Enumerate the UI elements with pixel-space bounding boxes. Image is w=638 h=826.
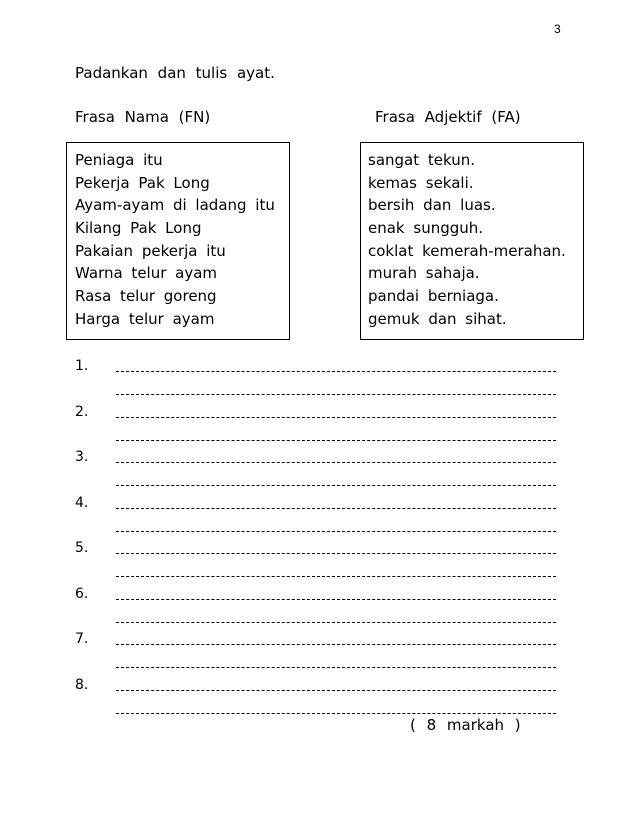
frasa-adjektif-item: sangat tekun. bbox=[368, 151, 475, 169]
answer-line[interactable] bbox=[116, 667, 556, 668]
answer-line[interactable] bbox=[116, 440, 556, 441]
answer-list bbox=[0, 354, 638, 718]
frasa-nama-item: Peniaga itu bbox=[75, 151, 163, 169]
answer-line[interactable] bbox=[116, 622, 556, 623]
answer-number: 6. bbox=[75, 585, 89, 602]
answer-line[interactable] bbox=[116, 417, 556, 418]
frasa-nama-item: Ayam-ayam di ladang itu bbox=[75, 196, 275, 215]
answer-line[interactable] bbox=[116, 644, 556, 645]
frasa-nama-item: Pekerja Pak Long bbox=[75, 173, 210, 192]
answer-item bbox=[0, 354, 638, 400]
answer-line[interactable] bbox=[116, 599, 556, 600]
frasa-adjektif-item: kemas sekali. bbox=[368, 173, 474, 192]
answer-item bbox=[0, 491, 638, 537]
answer-line[interactable] bbox=[116, 690, 556, 691]
answer-number: 7. bbox=[75, 631, 89, 647]
answer-line[interactable] bbox=[116, 508, 556, 509]
frasa-adjektif-heading: Frasa Adjektif (FA) bbox=[375, 108, 521, 126]
frasa-adjektif-item: coklat kemerah-merahan. bbox=[368, 241, 566, 260]
frasa-adjektif-item: gemuk dan sihat. bbox=[368, 309, 507, 328]
frasa-nama-item: Pakaian pekerja itu bbox=[75, 241, 226, 260]
frasa-nama-item: Warna telur ayam bbox=[75, 264, 218, 283]
answer-item bbox=[0, 627, 638, 673]
page-number: 3 bbox=[554, 22, 561, 36]
answer-item bbox=[0, 582, 638, 628]
answer-number: 3. bbox=[75, 449, 89, 465]
frasa-nama-heading: Frasa Nama (FN) bbox=[75, 108, 211, 126]
answer-item bbox=[0, 673, 638, 719]
answer-item bbox=[0, 536, 638, 582]
answer-line[interactable] bbox=[116, 713, 556, 714]
answer-number: 2. bbox=[75, 403, 89, 420]
answer-line[interactable] bbox=[116, 553, 556, 554]
frasa-adjektif-list bbox=[368, 149, 583, 331]
answer-item bbox=[0, 445, 638, 491]
frasa-adjektif-box bbox=[360, 142, 584, 340]
instruction: Padankan dan tulis ayat. bbox=[75, 64, 275, 82]
answer-line[interactable] bbox=[116, 576, 556, 577]
frasa-nama-item: Rasa telur goreng bbox=[75, 287, 217, 306]
answer-number: 5. bbox=[75, 540, 89, 556]
frasa-adjektif-item: murah sahaja. bbox=[368, 264, 480, 283]
answer-line[interactable] bbox=[116, 371, 556, 372]
frasa-adjektif-item: bersih dan luas. bbox=[368, 196, 496, 215]
answer-line[interactable] bbox=[116, 531, 556, 532]
frasa-nama-item: Harga telur ayam bbox=[75, 309, 215, 328]
frasa-nama-box bbox=[66, 142, 290, 340]
frasa-adjektif-item: pandai berniaga. bbox=[368, 287, 499, 306]
frasa-adjektif-item: enak sungguh. bbox=[368, 219, 484, 238]
frasa-nama-list bbox=[75, 149, 289, 331]
answer-item bbox=[0, 400, 638, 446]
answer-line[interactable] bbox=[116, 462, 556, 463]
answer-number: 8. bbox=[75, 676, 89, 693]
frasa-nama-item: Kilang Pak Long bbox=[75, 219, 202, 238]
answer-number: 4. bbox=[75, 494, 89, 511]
answer-line[interactable] bbox=[116, 485, 556, 486]
marks-label: ( 8 markah ) bbox=[410, 716, 521, 734]
answer-line[interactable] bbox=[116, 394, 556, 395]
answer-number: 1. bbox=[75, 358, 89, 374]
